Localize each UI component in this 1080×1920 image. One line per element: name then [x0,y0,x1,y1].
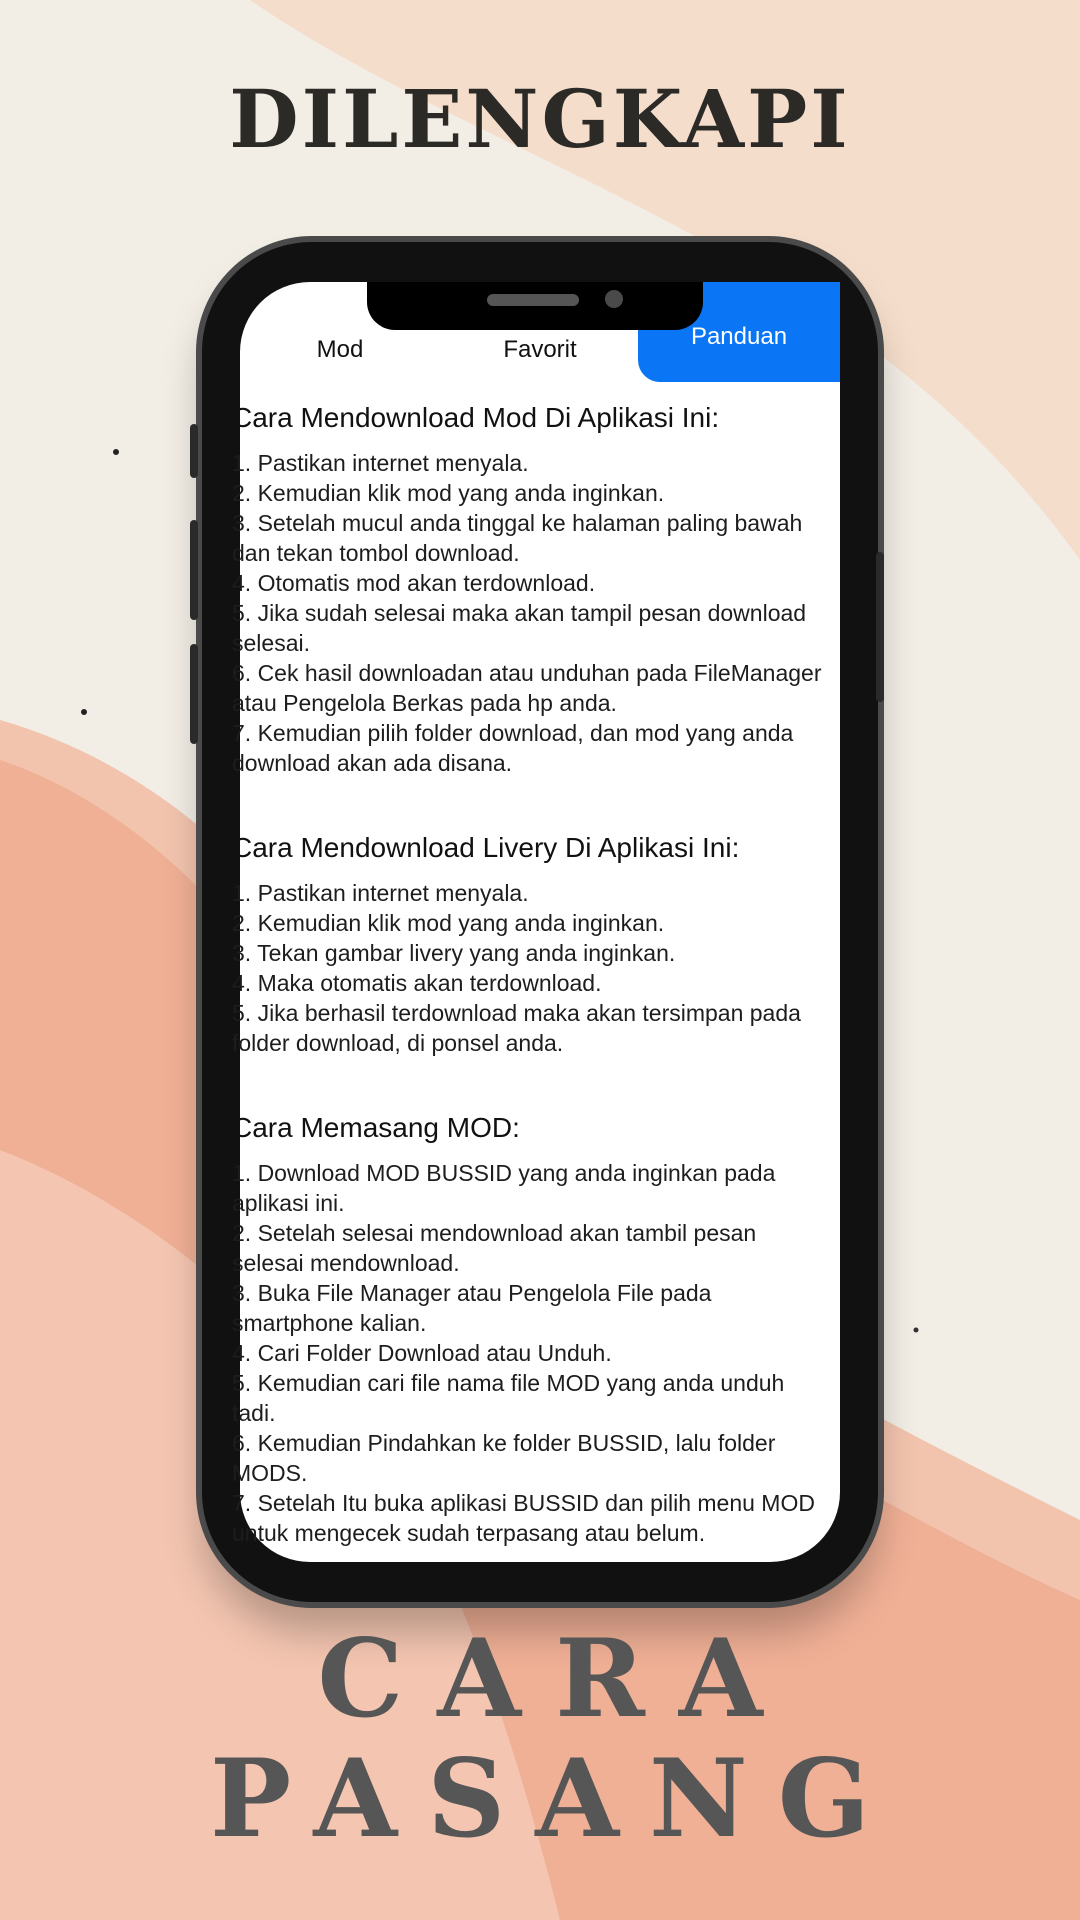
phone-side-button [876,552,884,702]
guide-step: 6. Kemudian Pindahkan ke folder BUSSID, lalu folder MODS. [232,1430,776,1486]
guide-content [232,402,832,1602]
phone-side-button [190,644,198,744]
tab-panduan[interactable]: Panduan [638,282,840,382]
guide-step: 4. Otomatis mod akan terdownload. [232,570,596,596]
phone-screen [232,282,840,1562]
guide-step: 1. Download MOD BUSSID yang anda inginkan pada aplikasi ini. [232,1160,776,1216]
footer-title-line1: CARA [317,1616,797,1742]
guide-section [232,832,832,1058]
guide-step: 1. Pastikan internet menyala. [232,450,529,476]
guide-section [232,402,832,778]
guide-step: 7. Setelah Itu buka aplikasi BUSSID dan pilih menu MOD untuk mengecek sudah terpasang atau belum. [232,1490,815,1546]
phone-side-button [190,520,198,620]
guide-step: 4. Cari Folder Download atau Unduh. [232,1340,612,1366]
guide-step: 2. Setelah selesai mendownload akan tambil pesan selesai mendownload. [232,1220,757,1276]
headline-title: DILENGKAPI [229,72,851,166]
phone-side-button [190,424,198,478]
tab-mod[interactable]: Mod [316,336,364,363]
guide-step: 3. Tekan gambar livery yang anda inginkan. [232,940,676,966]
front-camera-icon [605,290,623,308]
phone-notch [367,282,703,330]
guide-step: 6. Cek hasil downloadan atau unduhan pada FileManager atau Pengelola Berkas pada hp anda. [232,660,822,716]
guide-step: 4. Maka otomatis akan terdownload. [232,970,602,996]
tab-favorit[interactable]: Favorit [503,336,577,363]
guide-step: 7. Kemudian pilih folder download, dan mod yang anda download akan ada disana. [232,720,794,776]
section-title: Cara Memasang MOD: [232,1112,520,1143]
guide-step: 5. Kemudian cari file nama file MOD yang anda unduh tadi. [232,1370,785,1426]
section-title: Cara Mendownload Livery Di Aplikasi Ini: [232,832,740,863]
guide-step: 2. Kemudian klik mod yang anda inginkan. [232,910,665,936]
guide-step: 5. Jika berhasil terdownload maka akan tersimpan pada folder download, di ponsel anda. [232,1000,801,1056]
guide-step: 5. Jika sudah selesai maka akan tampil pesan download selesai. [232,600,807,656]
section-title: Cara Mendownload Mod Di Aplikasi Ini: [232,402,720,433]
guide-step: 1. Pastikan internet menyala. [232,880,529,906]
guide-step: 3. Buka File Manager atau Pengelola File pada smartphone kalian. [232,1280,712,1336]
guide-step: 3. Setelah mucul anda tinggal ke halaman paling bawah dan tekan tombol download. [232,510,803,566]
speaker-grille [487,294,579,306]
phone-mockup [202,242,878,1602]
guide-section [232,1112,832,1548]
footer-title-line2: PASANG [210,1736,900,1862]
guide-step: 2. Kemudian klik mod yang anda inginkan. [232,480,665,506]
